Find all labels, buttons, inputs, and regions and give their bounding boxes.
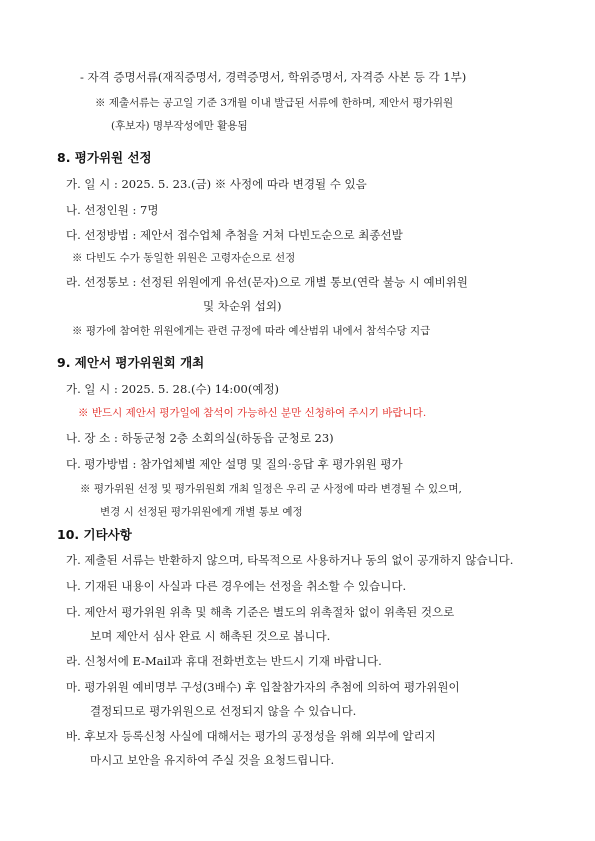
s9-schedule-note: ※ 평가위원 선정 및 평가위원회 개최 일정은 우리 군 사정에 따라 변경될 수 있으며, [80,483,462,495]
s10-item-a: 가. 제출된 서류는 반환하지 않으며, 타목적으로 사용하거나 동의 없이 공개하지 않습니다. [66,553,514,567]
submission-note: ※ 제출서류는 공고일 기준 3개월 이내 발급된 서류에 한하며, 제안서 평가위원 [95,97,454,109]
s9-schedule-note-cont: 변경 시 선정된 평가위원에게 개별 통보 예정 [100,506,303,518]
s8-notify-cont: 및 차순위 섭외) [203,299,282,313]
s8-allowance-note: ※ 평가에 참여한 위원에게는 관련 규정에 따라 예산범위 내에서 참석수당 지급 [72,325,431,337]
s8-notify: 라. 선정통보 : 선정된 위원에게 유선(문자)으로 개별 통보(연락 불능 시 예비위원 [66,275,468,289]
section-10-heading: 10. 기타사항 [57,527,132,542]
s10-item-c: 다. 제안서 평가위원 위촉 및 해촉 기준은 별도의 위촉절차 없이 위촉된 것으로 [66,605,455,619]
s8-date: 가. 일 시 : 2025. 5. 23.(금) ※ 사정에 따라 변경될 수 있음 [66,177,367,191]
s10-item-f-cont: 마시고 보안을 유지하여 주실 것을 요청드립니다. [90,753,335,767]
section-9-heading: 9. 제안서 평가위원회 개최 [57,355,205,370]
s9-place: 나. 장 소 : 하동군청 2층 소회의실(하동읍 군청로 23) [66,431,334,445]
s8-method-note: ※ 다빈도 수가 동일한 위원은 고령자순으로 선정 [72,252,296,264]
s9-date: 가. 일 시 : 2025. 5. 28.(수) 14:00(예정) [66,382,280,396]
submission-note-cont: (후보자) 명부작성에만 활용됨 [111,120,248,132]
s10-item-b: 나. 기재된 내용이 사실과 다른 경우에는 선정을 취소할 수 있습니다. [66,579,407,593]
s10-item-e: 마. 평가위원 예비명부 구성(3배수) 후 입찰참가자의 추첨에 의하여 평가위원이 [66,680,460,694]
s10-item-d: 라. 신청서에 E-Mail과 휴대 전화번호는 반드시 기재 바랍니다. [66,654,382,668]
s9-method: 다. 평가방법 : 참가업체별 제안 설명 및 질의·응답 후 평가위원 평가 [66,457,403,471]
section-8-heading: 8. 평가위원 선정 [57,150,152,165]
s10-item-c-cont: 보며 제안서 심사 완료 시 해촉된 것으로 봅니다. [90,629,331,643]
credential-docs-line: - 자격 증명서류(재직증명서, 경력증명서, 학위증명서, 자격증 사본 등 각 1부) [80,70,467,84]
s10-item-f: 바. 후보자 등록신청 사실에 대해서는 평가의 공정성을 위해 외부에 알리지 [66,729,436,743]
s9-attendance-note: ※ 반드시 제안서 평가일에 참석이 가능하신 분만 신청하여 주시기 바랍니다. [78,407,427,419]
s8-count: 나. 선정인원 : 7명 [66,203,159,217]
s8-method: 다. 선정방법 : 제안서 접수업체 추첨을 거쳐 다빈도순으로 최종선발 [66,228,403,242]
s10-item-e-cont: 결정되므로 평가위원으로 선정되지 않을 수 있습니다. [90,704,357,718]
